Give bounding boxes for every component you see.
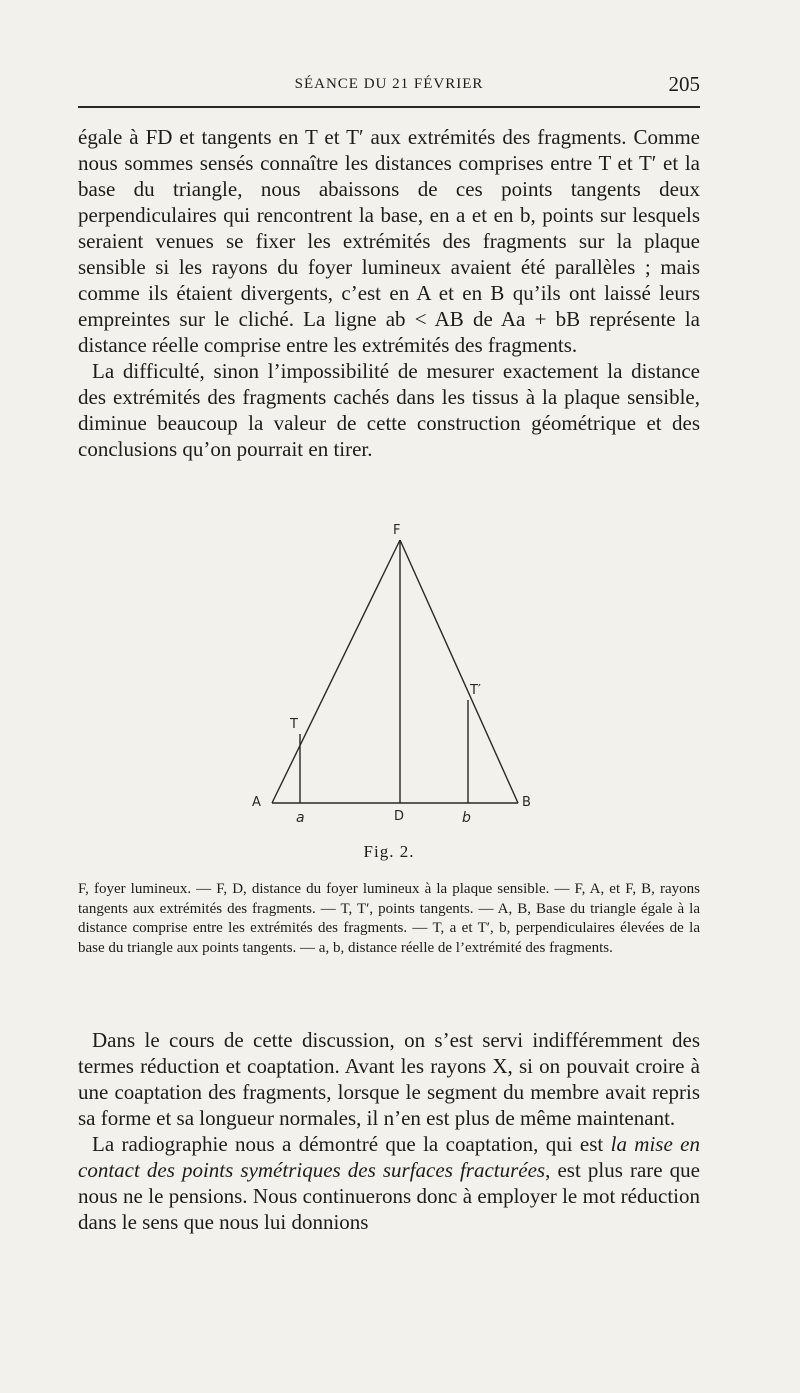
- label-T: T: [290, 717, 298, 732]
- ray-FA: [272, 540, 400, 803]
- label-b: b: [462, 810, 471, 826]
- paragraph: [78, 1131, 700, 1235]
- bottom-text-block: [78, 1027, 700, 1235]
- top-text-block: [78, 124, 700, 462]
- ray-FB: [400, 540, 518, 803]
- paragraph-start: La radiographie nous a démontré que la coaptation, qui est: [92, 1132, 611, 1156]
- header-title: SÉANCE DU 21 FÉVRIER: [294, 76, 484, 92]
- italic-phrase: la mise en contact des points symétriques des surfaces fracturées: [78, 1132, 700, 1182]
- label-D: D: [394, 809, 405, 824]
- paragraph: Dans le cours de cette discussion, on s’est servi indifféremment des termes réduction et coaptation. Avant les rayons X, si on pouvait croire à une coaptation des fragments, lorsque le segment du membre avait repris sa forme et sa longueur normales, il n’en est plus de même maintenant.: [78, 1028, 700, 1130]
- label-F: F: [393, 523, 401, 538]
- figure-caption-title: Fig. 2.: [363, 842, 415, 861]
- paragraph: égale à FD et tangents en T et T′ aux extrémités des fragments. Comme nous sommes sensés connaître les distances comprises entre T et T′ et la base du triangle, nous abaissons de ces points tangents deux perpendiculaires qui rencontrent la base, en a et en b, points sur lesquels seraient venues se fixer les extrémités des fragments sur la plaque sensible si les rayons du foyer lumineux avaient été parallèles ; mais comme ils étaient divergents, c’est en A et en B qu’ils ont laissé leurs empreintes sur le cliché. La ligne ab < AB de Aa + bB représente la distance réelle comprise entre les extrémités des fragments.: [78, 125, 700, 357]
- triangle-diagram: [240, 520, 560, 830]
- label-a: a: [296, 810, 305, 826]
- paragraph-end: , est plus rare que nous ne le pensions. Nous continuerons donc à employer le mot réduction dans le sens que nous lui donnions: [78, 1158, 700, 1234]
- figure-legend: F, foyer lumineux. — F, D, distance du foyer lumineux à la plaque sensible. — F, A, et F, B, rayons tangents aux extrémités des fragments. — T, T′, points tangents. — A, B, Base du triangle égale à la distance comprise entre les extrémités des fragments. — T, a et T′, b, perpendiculaires élevées de la base du triangle aux points tangents. — a, b, distance réelle de l’extrémité des fragments.: [78, 881, 700, 956]
- page-number: 205: [668, 72, 700, 96]
- paragraph: La difficulté, sinon l’impossibilité de mesurer exactement la distance des extrémités des fragments cachés dans les tissus à la plaque sensible, diminue beaucoup la valeur de cette construction géométrique et des conclusions qu’on pourrait en tirer.: [78, 359, 700, 461]
- running-header: [78, 72, 700, 102]
- label-B: B: [522, 795, 531, 810]
- label-T-prime: T′: [470, 683, 481, 698]
- label-A: A: [252, 795, 261, 810]
- figure-diagram: [240, 520, 560, 830]
- header-rule: [78, 106, 700, 108]
